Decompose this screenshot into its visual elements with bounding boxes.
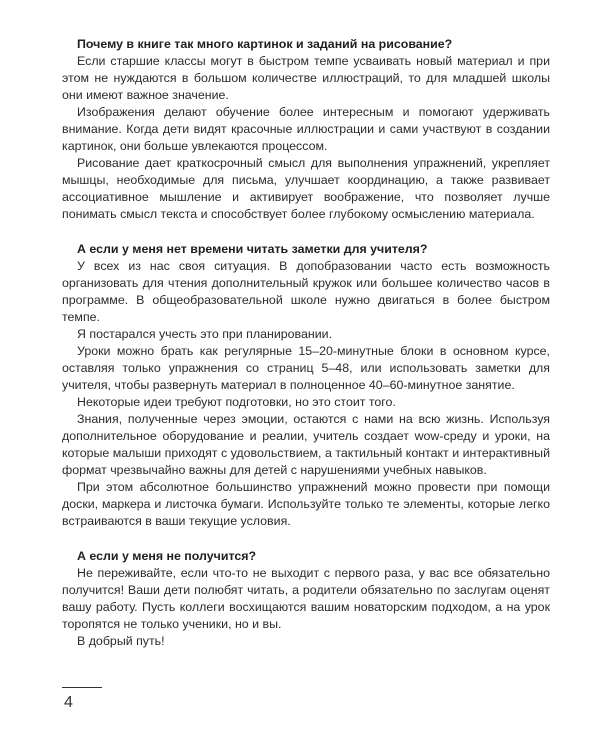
paragraph: У всех из нас своя ситуация. В допобразовании часто есть возможность организовать для чтения дополнительный кружок или большее количество часов в программе. В общеобразовательной школе нужно двигаться в более быстром темпе. (62, 259, 550, 324)
paragraph: Не переживайте, если что-то не выходит с первого раза, у вас все обязательно получится! Ваши дети полюбят читать, а родители обязательно по заслугам оценят вашу работу. Пусть коллеги восхищаются вашим новаторским подходом, а на урок торопятся не только ученики, но и вы. (62, 566, 550, 631)
faq-section-no-time (62, 241, 550, 530)
paragraph: При этом абсолютное большинство упражнений можно провести при помощи доски, маркера и листочка бумаги. Используйте только те элементы, которые легко встраиваются в ваши текущие условия. (62, 480, 550, 528)
page-content (62, 36, 550, 668)
section-heading: А если у меня не получится? (77, 549, 257, 563)
section-heading: А если у меня нет времени читать заметки для учителя? (77, 242, 428, 256)
faq-section-pictures (62, 36, 550, 223)
paragraph: Уроки можно брать как регулярные 15–20-минутные блоки в основном курсе, оставляя только упражнения со страниц 5–48, или использовать заметки для учителя, чтобы развернуть материал в полноценное 40–60-минутное занятие. (62, 344, 550, 392)
paragraph: Некоторые идеи требуют подготовки, но это стоит того. (77, 395, 396, 409)
paragraph: В добрый путь! (77, 634, 165, 648)
faq-section-failure (62, 548, 550, 650)
paragraph: Я постарался учесть это при планировании. (77, 327, 333, 341)
section-heading: Почему в книге так много картинок и заданий на рисование? (77, 37, 453, 51)
paragraph: Рисование дает краткосрочный смысл для выполнения упражнений, укрепляет мышцы, необходимые для письма, улучшает координацию, а также развивает ассоциативное мышление и активирует воображение, что позволяет лучше понимать смысл текста и способствует более глубокому осмыслению материала. (62, 156, 550, 221)
paragraph: Изображения делают обучение более интересным и помогают удерживать внимание. Когда дети видят красочные иллюстрации и сами участвуют в создании картинок, они больше увлекаются процессом. (62, 105, 550, 153)
page-number: 4 (64, 694, 73, 711)
paragraph: Если старшие классы могут в быстром темпе усваивать новый материал и при этом не нуждаются в большом количестве иллюстраций, то для младшей школы они имеют важное значение. (62, 54, 550, 102)
paragraph: Знания, полученные через эмоции, остаются с нами на всю жизнь. Используя дополнительное оборудование и реалии, учитель создает wow-среду и уроки, на которые малыши приходят с удовольствием, а тактильный контакт и интерактивный формат чрезвычайно важны для детей с нарушениями учебных навыков. (62, 412, 550, 477)
footer-rule (62, 687, 102, 688)
